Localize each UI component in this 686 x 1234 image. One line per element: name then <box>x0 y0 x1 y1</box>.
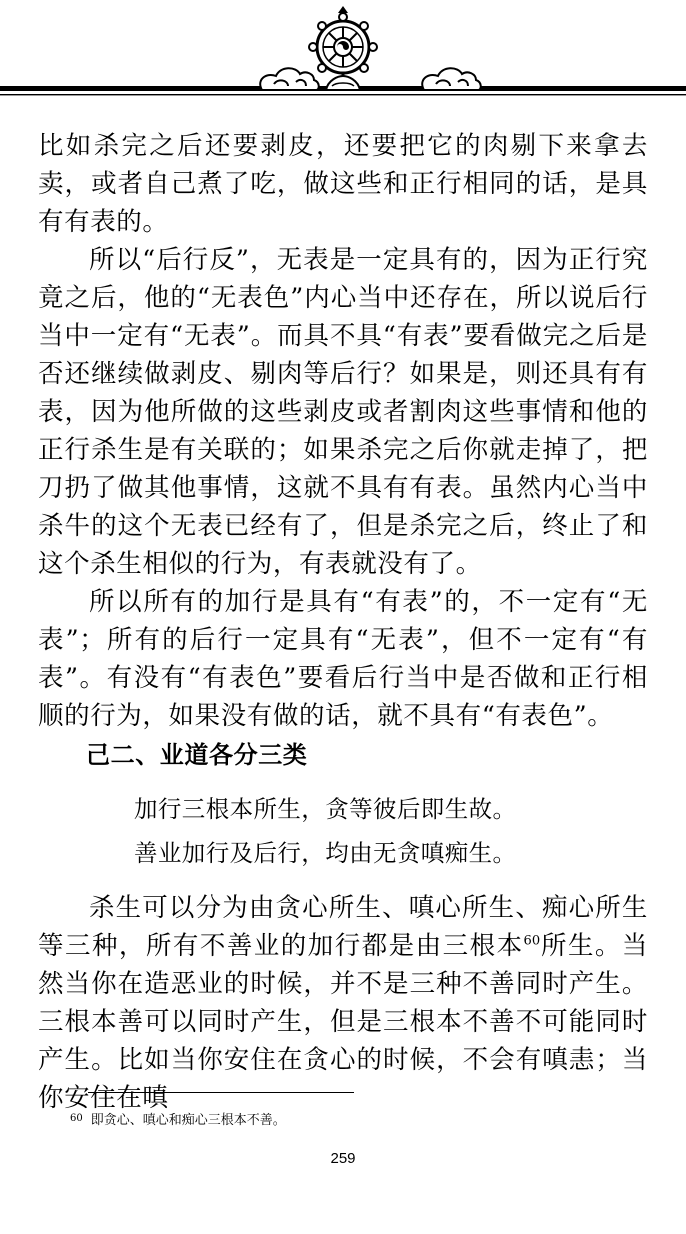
section-heading: 己二、业道各分三类 <box>86 741 308 769</box>
footnote-divider <box>88 1092 354 1093</box>
footnote <box>70 1110 286 1130</box>
paragraph-4 <box>38 889 648 1117</box>
paragraph-3: 所以所有的加行是具有“有表”的，不一定有“无表”；所有的后行一定具有“无表”，但不一定有“有表”。有没有“有表色”要看后行当中是否做和正行相顺的行为，如果没有做的话，就不具有“有表色”。 <box>38 587 648 731</box>
page-number: 259 <box>330 1150 356 1167</box>
verse-line-1: 加行三根本所生，贪等彼后即生故。 <box>134 795 517 823</box>
right-cloud-ornament <box>422 68 481 90</box>
footnote-reference[interactable]: 60 <box>523 933 541 949</box>
left-cloud-ornament <box>260 68 319 90</box>
dharma-wheel-icon <box>309 6 377 90</box>
footnote-text: 即贪心、嗔心和痴心三根本不善。 <box>90 1113 286 1128</box>
paragraph-2: 所以“后行反”，无表是一定具有的，因为正行究竟之后，他的“无表色”内心当中还存在，所以说后行当中一定有“无表”。而具不具“有表”要看做完之后是否还继续做剥皮、剔肉等后行？如果是，则还具有有表，因为他所做的这些剥皮或者割肉这些事情和他的正行杀生是有关联的；如果杀完之后你就走掉了，把刀扔了做其他事情，这就不具有有表。虽然内心当中杀牛的这个无表已经有了，但是杀完之后，终止了和这个杀生相似的行为，有表就没有了。 <box>38 245 648 579</box>
paragraph-1: 比如杀完之后还要剥皮，还要把它的肉剔下来拿去卖，或者自己煮了吃，做这些和正行相同的话，是具有有表的。 <box>38 131 648 237</box>
footnote-number: 60 <box>70 1113 83 1124</box>
header-dharma-wheel-ornament <box>0 0 686 105</box>
paragraph-4-part-1: 杀生可以分为由贪心所生、嗔心所生、痴心所生等三种，所有不善业的加行都是由三根本 <box>38 893 648 961</box>
paragraph-4-part-2: 所生。当然当你在造恶业的时候，并不是三种不善同时产生。三根本善可以同时产生，但是三根本不善不可能同时产生。比如当你安住在贪心的时候，不会有嗔恚；当你安住在嗔 <box>38 931 648 1113</box>
verse-block <box>38 787 648 875</box>
page-body <box>38 127 648 1117</box>
verse-line-2: 善业加行及后行，均由无贪嗔痴生。 <box>134 839 517 867</box>
